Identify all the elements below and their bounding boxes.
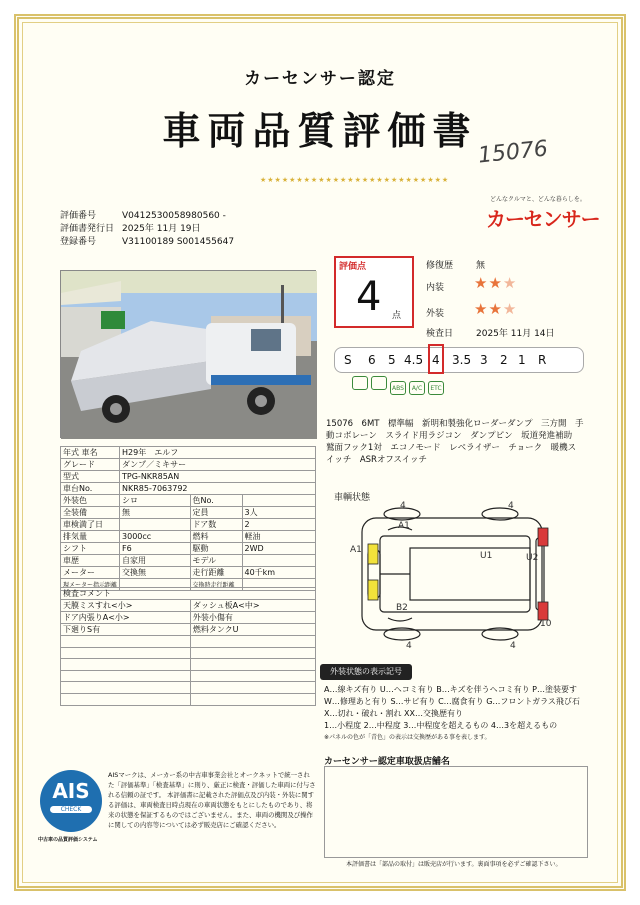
vehicle-condition-diagram: [340, 500, 570, 650]
spec-value: [120, 519, 190, 531]
subtitle: カーセンサー認定: [244, 69, 396, 89]
legend-note: ※パネルの色が「青色」の表示は交換歴がある事を表します。: [324, 734, 491, 741]
spec-value: 2: [242, 519, 316, 531]
comment-cell: [190, 659, 315, 671]
comment-cell: ドア内張りA<小>: [61, 612, 191, 624]
vehicle-spec-table: [60, 446, 316, 591]
shop-box: [324, 766, 588, 858]
spec-key: 外装色: [61, 495, 120, 507]
spec-value: NKR85-7063792: [120, 483, 316, 495]
diagram-label: U2: [526, 553, 539, 563]
spec-key: 車歴: [61, 555, 120, 567]
spec-key: 型式: [61, 471, 120, 483]
spec-value: 交換無: [120, 567, 190, 579]
exterior-stars: [474, 300, 517, 318]
spec-key: 車台No.: [61, 483, 120, 495]
score-label: 評価点: [339, 262, 367, 272]
spec-value: 自家用: [120, 555, 190, 567]
spec-key: モデル: [190, 555, 242, 567]
exterior-legend: [324, 684, 588, 744]
spec-key: 車検満了日: [61, 519, 120, 531]
spec-value: シロ: [120, 495, 190, 507]
diagram-label: A1: [350, 545, 362, 555]
diagram-label: 4: [510, 641, 516, 651]
diagram-label: 10: [540, 619, 552, 629]
legend-title: 外装状態の表示記号: [320, 664, 412, 680]
comment-cell: [190, 636, 315, 648]
comment-cell: 外装小傷有: [190, 612, 315, 624]
diagram-label: B2: [396, 603, 408, 613]
feature-icon: [371, 376, 387, 390]
ais-description: AISマークは、メーカー系の中古車事業会社とオークネットで統一された「評価基準」「検査基準」に則り、厳正に検査・評価した車両に付与される信頼の証です。 本評価書に記載された評価点及び内装・外装に関する評価は、車両検査日時点現在の車両状態をもとにしたものであり、将来の状態を保証するものではございません。また、車両の機関及び操作に関しての内容等については必ず販売店にご確認ください。: [108, 771, 316, 829]
meta-value: V0412530058980560 -: [122, 211, 226, 221]
feature-icon: [352, 376, 368, 390]
grade-item: 4.5: [404, 353, 424, 367]
shop-title: カーセンサー認定車取扱店舗名: [324, 757, 450, 767]
brand-logo: カーセンサー: [486, 207, 600, 231]
spec-value: 3人: [242, 507, 316, 519]
spec-key: 燃料: [190, 531, 242, 543]
spec-value: 3000cc: [120, 531, 190, 543]
grade-item-selected: 4: [432, 353, 440, 367]
inspection-comments-table: [60, 587, 316, 706]
repair-value: 無: [476, 261, 486, 271]
star-icon: ★: [474, 274, 488, 292]
vehicle-description: 15076 6MT 標準幅 新明和製強化ローダーダンプ 三方開 手動コボレーン スライド用ラジコン ダンプピン 坂道発進補助 鷲面フック1対 エコノモード レベライザー チョーク 暖機スイッチ ASRオフスイッチ: [326, 419, 584, 465]
star-icon: ★: [488, 274, 502, 292]
interior-label: 内装: [426, 283, 445, 293]
diagram-title: 車輌状態: [334, 493, 371, 503]
spec-value: 40千km: [242, 567, 316, 579]
ais-logo-text: AIS: [52, 779, 90, 803]
spec-value: TPG-NKR85AN: [120, 471, 316, 483]
meta-value: 2025年 11月 19日: [122, 224, 201, 234]
interior-stars: [474, 274, 517, 292]
grade-item: 5: [388, 353, 396, 367]
ais-logo: [40, 770, 102, 832]
comment-cell: [190, 670, 315, 682]
comment-cell: [61, 636, 191, 648]
comment-cell: [61, 647, 191, 659]
spec-value: [242, 495, 316, 507]
spec-key: グレード: [61, 459, 120, 471]
grade-highlight: [428, 344, 444, 374]
comment-cell: [61, 659, 191, 671]
diagram-label: U1: [480, 551, 493, 561]
spec-key: 走行距離: [190, 567, 242, 579]
legend-line: A…線キズ有り U…ヘコミ有り B…キズを伴うヘコミ有り P…塗装要す: [324, 685, 577, 694]
comment-cell: [61, 670, 191, 682]
diagram-label: 4: [400, 501, 406, 511]
spec-key: 駆動: [190, 543, 242, 555]
comment-cell: 下廻りS有: [61, 624, 191, 636]
abs-icon: ABS: [390, 381, 406, 395]
meta-key: 登録番号: [60, 237, 97, 247]
comments-header: 検査コメント: [61, 588, 316, 600]
diagram-label: 4: [406, 641, 412, 651]
spec-key: 現メーター指示距離: [61, 579, 120, 591]
score-unit: 点: [392, 311, 402, 321]
score-box: [334, 256, 414, 328]
spec-key: 全装備: [61, 507, 120, 519]
half-star-icon: ★: [502, 300, 517, 318]
grade-item: R: [538, 353, 547, 367]
comment-cell: ダッシュ板A<中>: [190, 600, 315, 612]
shop-note: 本評価書は「部品の取付」は販売店が行います。裏面事項を必ずご確認下さい。: [346, 861, 562, 868]
spec-key: ドア数: [190, 519, 242, 531]
star-icon: ★: [474, 300, 488, 318]
comment-cell: [61, 693, 191, 705]
feature-icons: [352, 376, 447, 395]
spec-key: 排気量: [61, 531, 120, 543]
inspect-label: 検査日: [426, 329, 454, 339]
repair-label: 修復歴: [426, 261, 454, 271]
meta-value: V31100189 S001455647: [122, 237, 235, 247]
spec-key: 年式 車名: [61, 447, 120, 459]
spec-value: ダンプ／ミキサー: [120, 459, 316, 471]
handwritten-number: 15076: [476, 136, 550, 169]
spec-key: 色No.: [190, 495, 242, 507]
spec-key: メーター: [61, 567, 120, 579]
ais-check-text: CHECK: [50, 806, 92, 813]
spec-value: [242, 555, 316, 567]
comment-cell: [190, 693, 315, 705]
ais-caption: 中古車の品質評価システム: [38, 837, 98, 843]
spec-key: 定員: [190, 507, 242, 519]
spec-value: F6: [120, 543, 190, 555]
comment-cell: 燃料タンクU: [190, 624, 315, 636]
legend-line: 1…小程度 2…中程度 3…中程度を超えるもの 4…3を超えるもの: [324, 721, 558, 730]
grade-item: 3: [480, 353, 488, 367]
spec-value: 2WD: [242, 543, 316, 555]
grade-item: 6: [368, 353, 376, 367]
meta-info: [60, 210, 234, 249]
legend-line: W…修理あと有り S…サビ有り C…腐食有り G…フロントガラス飛び石: [324, 697, 580, 706]
page-title: 車両品質評価書: [162, 109, 478, 153]
diagram-label: A1: [398, 521, 410, 531]
comment-cell: [61, 682, 191, 694]
brand-slogan: どんなクルマと、どんな暮らしを。: [490, 196, 586, 203]
score-value: 4: [356, 274, 382, 320]
comment-cell: [190, 682, 315, 694]
half-star-icon: ★: [502, 274, 517, 292]
inspect-value: 2025年 11月 14日: [476, 329, 555, 339]
star-icon: ★: [488, 300, 502, 318]
comment-cell: [190, 647, 315, 659]
meta-key: 評価番号: [60, 211, 97, 221]
spec-value: 軽油: [242, 531, 316, 543]
spec-key: 交換時走行距離: [190, 579, 242, 591]
grade-item: 3.5: [452, 353, 472, 367]
decorative-star-rule: ★★★★★★★★★★★★★★★★★★★★★★★★★★: [260, 176, 450, 184]
spec-key: シフト: [61, 543, 120, 555]
ac-icon: A/C: [409, 381, 425, 395]
grade-item: 1: [518, 353, 526, 367]
etc-icon: ETC: [428, 381, 444, 395]
spec-value: 無: [120, 507, 190, 519]
spec-value: H29年 エルフ: [120, 447, 316, 459]
comment-cell: 天膜ミスすれ<小>: [61, 600, 191, 612]
meta-key: 評価書発行日: [60, 224, 115, 234]
grade-item: 2: [500, 353, 508, 367]
vehicle-photo: [60, 270, 316, 438]
diagram-label: 4: [508, 501, 514, 511]
grade-item: S: [344, 353, 352, 367]
exterior-label: 外装: [426, 309, 445, 319]
legend-line: X…切れ・破れ・割れ XX…交換歴有り: [324, 709, 463, 718]
